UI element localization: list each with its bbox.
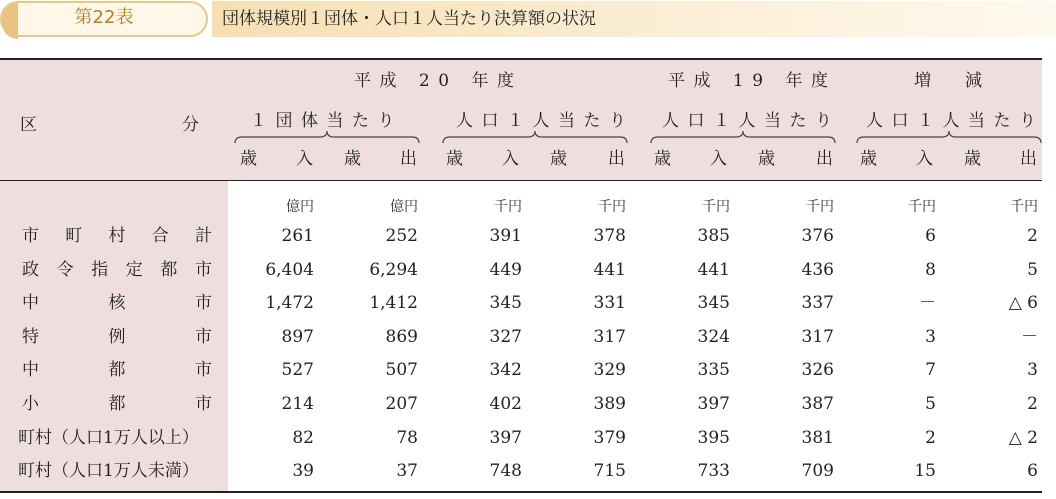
table-cell: 381 [801, 427, 834, 448]
table-cell: 252 [385, 226, 418, 246]
row-label-char: 中 [22, 360, 39, 381]
table-cell: 317 [593, 326, 626, 347]
row-label [22, 254, 212, 286]
row-label-char: 定 [125, 259, 143, 280]
row-label-char: 市 [194, 259, 212, 280]
table-top-rule [0, 58, 1042, 60]
table-cell: 345 [697, 293, 730, 314]
table-cell: 324 [697, 326, 730, 347]
table-title-bar [0, 0, 1056, 38]
row-label [22, 354, 212, 386]
row-label-char: 市 [195, 293, 212, 314]
table-cell: 207 [385, 394, 418, 414]
table-cell: 317 [801, 326, 834, 347]
table-cell: 82 [292, 427, 314, 448]
table-cell: 39 [292, 461, 314, 482]
group-heading-change: 増 減 [914, 71, 991, 91]
table-cell: 397 [697, 394, 730, 414]
row-label-char: 核 [108, 293, 126, 314]
row-label-char: 市 [195, 394, 212, 414]
table-bottom-rule [0, 491, 1042, 493]
table-cell: 327 [489, 326, 522, 347]
table-cell: 331 [593, 293, 626, 314]
table-cell: 507 [385, 360, 418, 381]
table-cell: 748 [489, 461, 522, 482]
row-label-char: 特 [22, 326, 39, 347]
col-header-revenue-2b: 入 [502, 149, 519, 169]
table-cell: 342 [489, 360, 522, 381]
col-header-revenue-4b: 入 [916, 149, 933, 169]
col-header-revenue-1a: 歳 [240, 149, 257, 169]
table-row [0, 455, 1042, 487]
row-label-char: 市 [195, 360, 212, 381]
row-label [22, 220, 212, 252]
col-header-expend-1b: 出 [400, 149, 417, 169]
table-cell: 2 [925, 427, 936, 448]
table-cell: △ 2 [1008, 427, 1038, 448]
table-cell: 1,412 [369, 293, 418, 314]
table-cell: 436 [801, 259, 834, 280]
table-row [0, 287, 1042, 319]
table-header-rule [0, 180, 1042, 181]
col-header-expend-2b: 出 [608, 149, 625, 169]
table-cell: 2 [1027, 394, 1038, 414]
table-cell: 5 [1027, 259, 1038, 280]
table-cell: 6,404 [265, 259, 314, 280]
col-header-revenue-3b: 入 [710, 149, 727, 169]
stub-header-left: 区 [20, 115, 37, 135]
table-cell: 6 [1027, 461, 1038, 482]
table-cell: 15 [914, 461, 936, 482]
table-row [0, 220, 1042, 252]
table-cell: 326 [801, 360, 834, 381]
row-label-char: 令 [56, 259, 74, 280]
table-cell: 376 [801, 226, 834, 246]
table-cell: 8 [925, 259, 936, 280]
table-cell: 37 [396, 461, 418, 482]
table-cell: 6 [925, 226, 936, 246]
row-label [22, 388, 212, 420]
row-label-char: 合 [151, 226, 169, 246]
table-cell: 2 [1027, 226, 1038, 246]
row-label-char: 計 [195, 226, 212, 246]
brace-group-2 [442, 130, 628, 144]
stub-header-right: 分 [182, 115, 199, 135]
table-cell: 402 [489, 394, 522, 414]
table-cell: 335 [697, 360, 730, 381]
unit-label: 千円 [494, 199, 522, 215]
table-cell: － [1021, 326, 1038, 347]
table-cell: 389 [593, 394, 626, 414]
group-heading-h19: 平成 19 年度 [668, 71, 837, 91]
row-label-char: 都 [160, 259, 178, 280]
row-label-char: 村 [108, 226, 126, 246]
row-label-char: 都 [108, 360, 126, 381]
col-header-expend-2a: 歳 [550, 149, 567, 169]
row-label [22, 321, 212, 353]
brace-group-4 [856, 130, 1042, 144]
table-cell: 441 [593, 259, 626, 280]
col-header-expend-4b: 出 [1020, 149, 1037, 169]
row-label-char: 市 [195, 326, 212, 347]
table-cell: 3 [1027, 360, 1038, 381]
table-cell: 379 [593, 427, 626, 448]
table-cell: － [919, 293, 936, 314]
table-cell: 5 [925, 394, 936, 414]
row-label-char: 指 [91, 259, 109, 280]
col-header-expend-1a: 歳 [344, 149, 361, 169]
col-header-revenue-2a: 歳 [446, 149, 463, 169]
unit-label: 千円 [908, 199, 936, 215]
table-row [0, 254, 1042, 286]
row-label-char: 政 [22, 259, 39, 280]
brace-group-3 [650, 130, 836, 144]
col-header-expend-3b: 出 [816, 149, 833, 169]
row-label: 町村（人口1万人以上） [18, 427, 199, 448]
row-label [22, 287, 212, 319]
table-cell: 897 [281, 326, 314, 347]
unit-label: 千円 [598, 199, 626, 215]
unit-label: 千円 [806, 199, 834, 215]
table-cell: 378 [593, 226, 626, 246]
table-row [0, 321, 1042, 353]
subheading-per-capita-change: 人口１人当たり [866, 111, 1045, 131]
table-cell: 385 [697, 226, 730, 246]
table-cell: 869 [385, 326, 418, 347]
table-cell: 715 [593, 461, 626, 482]
col-header-expend-3a: 歳 [758, 149, 775, 169]
unit-label: 千円 [702, 199, 730, 215]
subheading-per-capita-h20: 人口１人当たり [456, 111, 635, 131]
table-cell: 3 [925, 326, 936, 347]
col-header-revenue-4a: 歳 [860, 149, 877, 169]
brace-group-1 [234, 130, 420, 144]
table-row [0, 354, 1042, 386]
table-cell: 7 [925, 360, 936, 381]
table-row [0, 388, 1042, 420]
subheading-per-entity: １団体当たり [250, 111, 403, 131]
table-cell: 78 [396, 427, 418, 448]
table-cell: 387 [801, 394, 834, 414]
col-header-revenue-3a: 歳 [654, 149, 671, 169]
unit-label: 千円 [1010, 199, 1038, 215]
table-row [0, 422, 1042, 454]
row-label-char: 中 [22, 293, 39, 314]
table-cell: 449 [489, 259, 522, 280]
unit-label: 億円 [286, 199, 314, 215]
table-cell: 329 [593, 360, 626, 381]
group-heading-h20: 平成 20 年度 [354, 71, 523, 91]
row-label-char: 例 [108, 326, 126, 347]
row-label-char: 小 [22, 394, 39, 414]
table-title: 団体規模別１団体・人口１人当たり決算額の状況 [222, 9, 596, 29]
table-cell: 391 [489, 226, 522, 246]
table-cell: 395 [697, 427, 730, 448]
row-label-char: 町 [65, 226, 83, 246]
table-cell: 337 [801, 293, 834, 314]
row-label: 町村（人口1万人未満） [18, 461, 199, 482]
table-cell: 6,294 [369, 259, 418, 280]
table-number: 第22表 [74, 7, 134, 28]
table-cell: 441 [697, 259, 730, 280]
table-cell: 527 [281, 360, 314, 381]
table-cell: 709 [801, 461, 834, 482]
subheading-per-capita-h19: 人口１人当たり [662, 111, 841, 131]
table-cell: 345 [489, 293, 522, 314]
unit-label: 億円 [390, 199, 418, 215]
row-label-char: 都 [108, 394, 126, 414]
table-cell: 1,472 [265, 293, 314, 314]
row-label-char: 市 [22, 226, 39, 246]
table-cell: 261 [281, 226, 314, 246]
col-header-revenue-1b: 入 [296, 149, 313, 169]
table-cell: 397 [489, 427, 522, 448]
table-cell: 733 [697, 461, 730, 482]
table-cell: 214 [281, 394, 314, 414]
table-cell: △ 6 [1008, 293, 1038, 314]
col-header-expend-4a: 歳 [964, 149, 981, 169]
